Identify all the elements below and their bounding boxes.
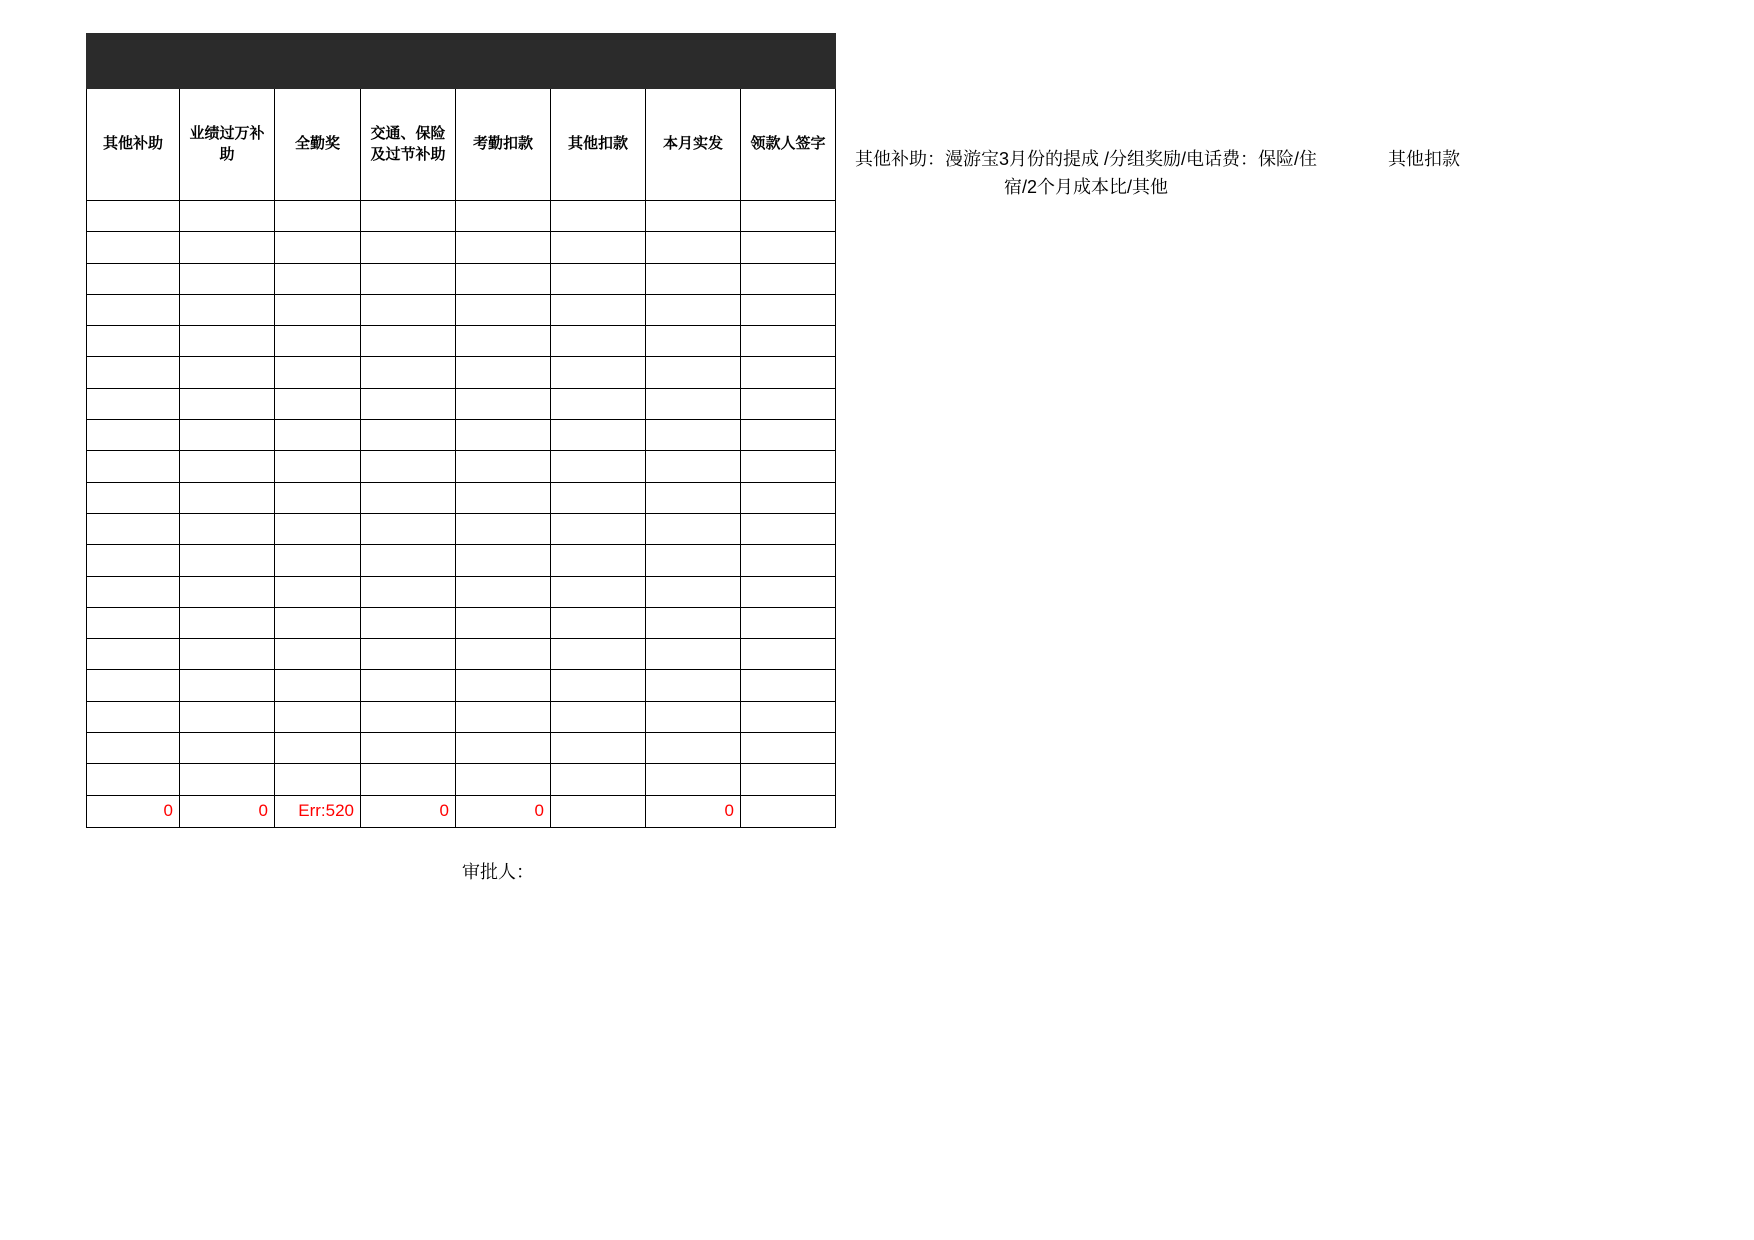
cell-performance_bonus[interactable] (180, 263, 275, 294)
cell-attendance_deduction[interactable] (456, 294, 551, 325)
table-row (87, 545, 836, 576)
cell-attendance_deduction[interactable] (456, 701, 551, 732)
cell-other_deduction[interactable] (551, 701, 646, 732)
cell-other_allowance[interactable] (87, 357, 180, 388)
cell-transport_insurance_holiday[interactable] (361, 545, 456, 576)
cell-performance_bonus[interactable] (180, 733, 275, 764)
cell-full_attendance[interactable] (275, 357, 361, 388)
cell-receiver_signature[interactable] (741, 388, 836, 419)
column-header-full_attendance: 全勤奖 (275, 89, 361, 201)
cell-full_attendance[interactable] (275, 232, 361, 263)
cell-transport_insurance_holiday[interactable] (361, 263, 456, 294)
cell-full_attendance[interactable] (275, 420, 361, 451)
cell-other_deduction[interactable] (551, 451, 646, 482)
table-row (87, 294, 836, 325)
cell-attendance_deduction[interactable] (456, 607, 551, 638)
cell-receiver_signature[interactable] (741, 294, 836, 325)
cell-transport_insurance_holiday[interactable] (361, 513, 456, 544)
cell-other_allowance[interactable] (87, 388, 180, 419)
cell-transport_insurance_holiday[interactable] (361, 701, 456, 732)
cell-actual_pay_this_month[interactable] (646, 639, 741, 670)
table-row (87, 451, 836, 482)
cell-actual_pay_this_month[interactable] (646, 451, 741, 482)
cell-performance_bonus[interactable] (180, 639, 275, 670)
cell-attendance_deduction[interactable] (456, 232, 551, 263)
cell-attendance_deduction[interactable] (456, 545, 551, 576)
cell-attendance_deduction[interactable] (456, 670, 551, 701)
cell-full_attendance[interactable] (275, 545, 361, 576)
cell-attendance_deduction[interactable] (456, 357, 551, 388)
cell-other_deduction[interactable] (551, 357, 646, 388)
cell-full_attendance[interactable] (275, 388, 361, 419)
column-header-attendance_deduction: 考勤扣款 (456, 89, 551, 201)
cell-actual_pay_this_month[interactable] (646, 607, 741, 638)
cell-transport_insurance_holiday[interactable] (361, 232, 456, 263)
cell-receiver_signature[interactable] (741, 357, 836, 388)
cell-other_allowance[interactable] (87, 670, 180, 701)
cell-full_attendance[interactable] (275, 513, 361, 544)
cell-receiver_signature[interactable] (741, 420, 836, 451)
cell-receiver_signature[interactable] (741, 232, 836, 263)
cell-other_allowance[interactable] (87, 545, 180, 576)
cell-actual_pay_this_month[interactable] (646, 670, 741, 701)
approver-label: 审批人： (462, 862, 534, 882)
cell-receiver_signature[interactable] (741, 733, 836, 764)
cell-receiver_signature[interactable] (741, 607, 836, 638)
cell-transport_insurance_holiday[interactable] (361, 294, 456, 325)
cell-actual_pay_this_month[interactable] (646, 576, 741, 607)
cell-transport_insurance_holiday[interactable] (361, 388, 456, 419)
payroll-table (86, 33, 836, 828)
cell-performance_bonus[interactable] (180, 513, 275, 544)
note-other-allowance: 其他补助：漫游宝3月份的提成 /分组奖励/电话费：保险/住宿/2个月成本比/其他 (854, 149, 1317, 197)
cell-actual_pay_this_month[interactable] (646, 545, 741, 576)
cell-performance_bonus[interactable] (180, 201, 275, 232)
cell-other_deduction[interactable] (551, 513, 646, 544)
table-row (87, 513, 836, 544)
cell-actual_pay_this_month[interactable] (646, 357, 741, 388)
cell-performance_bonus[interactable] (180, 232, 275, 263)
note-other-deduction: 其他扣款 (1388, 149, 1460, 169)
cell-full_attendance[interactable] (275, 764, 361, 795)
cell-other_deduction[interactable] (551, 263, 646, 294)
cell-other_allowance[interactable] (87, 513, 180, 544)
cell-other_deduction[interactable] (551, 232, 646, 263)
cell-transport_insurance_holiday[interactable] (361, 451, 456, 482)
header-row (87, 89, 836, 201)
cell-receiver_signature[interactable] (741, 764, 836, 795)
cell-actual_pay_this_month[interactable] (646, 232, 741, 263)
cell-other_allowance[interactable] (87, 576, 180, 607)
table-row (87, 232, 836, 263)
cell-full_attendance[interactable] (275, 670, 361, 701)
table-row (87, 326, 836, 357)
cell-performance_bonus[interactable] (180, 388, 275, 419)
cell-full_attendance[interactable] (275, 326, 361, 357)
cell-performance_bonus[interactable] (180, 357, 275, 388)
cell-other_allowance[interactable] (87, 294, 180, 325)
cell-transport_insurance_holiday[interactable] (361, 326, 456, 357)
cell-full_attendance[interactable] (275, 201, 361, 232)
total-full_attendance: Err:520 (275, 795, 361, 827)
cell-transport_insurance_holiday[interactable] (361, 733, 456, 764)
cell-other_deduction[interactable] (551, 482, 646, 513)
cell-receiver_signature[interactable] (741, 201, 836, 232)
cell-other_allowance[interactable] (87, 482, 180, 513)
cell-actual_pay_this_month[interactable] (646, 513, 741, 544)
cell-performance_bonus[interactable] (180, 326, 275, 357)
cell-full_attendance[interactable] (275, 482, 361, 513)
cell-performance_bonus[interactable] (180, 420, 275, 451)
cell-full_attendance[interactable] (275, 576, 361, 607)
cell-other_allowance[interactable] (87, 451, 180, 482)
cell-full_attendance[interactable] (275, 733, 361, 764)
cell-attendance_deduction[interactable] (456, 764, 551, 795)
cell-receiver_signature[interactable] (741, 670, 836, 701)
cell-transport_insurance_holiday[interactable] (361, 764, 456, 795)
total-performance_bonus: 0 (180, 795, 275, 827)
cell-receiver_signature[interactable] (741, 451, 836, 482)
cell-actual_pay_this_month[interactable] (646, 420, 741, 451)
cell-receiver_signature[interactable] (741, 639, 836, 670)
cell-other_allowance[interactable] (87, 639, 180, 670)
cell-other_deduction[interactable] (551, 670, 646, 701)
column-header-transport_insurance_holiday: 交通、保险及过节补助 (361, 89, 456, 201)
cell-other_deduction[interactable] (551, 388, 646, 419)
cell-attendance_deduction[interactable] (456, 388, 551, 419)
cell-transport_insurance_holiday[interactable] (361, 607, 456, 638)
cell-receiver_signature[interactable] (741, 263, 836, 294)
cell-performance_bonus[interactable] (180, 294, 275, 325)
cell-receiver_signature[interactable] (741, 326, 836, 357)
column-header-other_allowance: 其他补助 (87, 89, 180, 201)
table-row (87, 482, 836, 513)
cell-attendance_deduction[interactable] (456, 482, 551, 513)
total-other_allowance: 0 (87, 795, 180, 827)
cell-other_deduction[interactable] (551, 545, 646, 576)
cell-transport_insurance_holiday[interactable] (361, 201, 456, 232)
cell-receiver_signature[interactable] (741, 576, 836, 607)
cell-other_allowance[interactable] (87, 201, 180, 232)
cell-other_deduction[interactable] (551, 294, 646, 325)
total-receiver_signature (741, 795, 836, 827)
cell-other_deduction[interactable] (551, 733, 646, 764)
cell-attendance_deduction[interactable] (456, 733, 551, 764)
cell-actual_pay_this_month[interactable] (646, 764, 741, 795)
cell-other_allowance[interactable] (87, 764, 180, 795)
cell-actual_pay_this_month[interactable] (646, 294, 741, 325)
cell-performance_bonus[interactable] (180, 764, 275, 795)
cell-attendance_deduction[interactable] (456, 201, 551, 232)
cell-receiver_signature[interactable] (741, 482, 836, 513)
totals-row (87, 795, 836, 827)
cell-performance_bonus[interactable] (180, 451, 275, 482)
cell-full_attendance[interactable] (275, 607, 361, 638)
cell-transport_insurance_holiday[interactable] (361, 670, 456, 701)
title-banner-cell (87, 34, 836, 89)
column-header-receiver_signature: 领款人签字 (741, 89, 836, 201)
total-actual_pay_this_month: 0 (646, 795, 741, 827)
cell-actual_pay_this_month[interactable] (646, 482, 741, 513)
cell-actual_pay_this_month[interactable] (646, 388, 741, 419)
cell-other_allowance[interactable] (87, 232, 180, 263)
cell-attendance_deduction[interactable] (456, 513, 551, 544)
cell-full_attendance[interactable] (275, 451, 361, 482)
cell-attendance_deduction[interactable] (456, 576, 551, 607)
cell-other_deduction[interactable] (551, 764, 646, 795)
table-row (87, 420, 836, 451)
cell-performance_bonus[interactable] (180, 607, 275, 638)
column-header-performance_bonus: 业绩过万补助 (180, 89, 275, 201)
cell-other_allowance[interactable] (87, 701, 180, 732)
cell-performance_bonus[interactable] (180, 670, 275, 701)
table-row (87, 764, 836, 795)
cell-other_allowance[interactable] (87, 263, 180, 294)
cell-other_deduction[interactable] (551, 201, 646, 232)
cell-other_deduction[interactable] (551, 326, 646, 357)
cell-attendance_deduction[interactable] (456, 326, 551, 357)
cell-actual_pay_this_month[interactable] (646, 201, 741, 232)
cell-full_attendance[interactable] (275, 701, 361, 732)
cell-other_deduction[interactable] (551, 420, 646, 451)
column-header-other_deduction: 其他扣款 (551, 89, 646, 201)
table-row (87, 263, 836, 294)
cell-other_deduction[interactable] (551, 576, 646, 607)
cell-actual_pay_this_month[interactable] (646, 733, 741, 764)
cell-attendance_deduction[interactable] (456, 451, 551, 482)
cell-performance_bonus[interactable] (180, 576, 275, 607)
table-row (87, 701, 836, 732)
cell-transport_insurance_holiday[interactable] (361, 482, 456, 513)
cell-full_attendance[interactable] (275, 294, 361, 325)
cell-receiver_signature[interactable] (741, 701, 836, 732)
table-row (87, 388, 836, 419)
cell-receiver_signature[interactable] (741, 545, 836, 576)
cell-actual_pay_this_month[interactable] (646, 326, 741, 357)
cell-other_allowance[interactable] (87, 420, 180, 451)
table-row (87, 639, 836, 670)
total-other_deduction (551, 795, 646, 827)
cell-receiver_signature[interactable] (741, 513, 836, 544)
title-banner-row (87, 34, 836, 89)
cell-transport_insurance_holiday[interactable] (361, 420, 456, 451)
cell-other_allowance[interactable] (87, 607, 180, 638)
cell-full_attendance[interactable] (275, 263, 361, 294)
total-transport_insurance_holiday: 0 (361, 795, 456, 827)
total-attendance_deduction: 0 (456, 795, 551, 827)
cell-actual_pay_this_month[interactable] (646, 701, 741, 732)
table-row (87, 576, 836, 607)
cell-transport_insurance_holiday[interactable] (361, 576, 456, 607)
cell-actual_pay_this_month[interactable] (646, 263, 741, 294)
cell-transport_insurance_holiday[interactable] (361, 639, 456, 670)
cell-other_deduction[interactable] (551, 639, 646, 670)
cell-other_allowance[interactable] (87, 326, 180, 357)
cell-performance_bonus[interactable] (180, 545, 275, 576)
cell-full_attendance[interactable] (275, 639, 361, 670)
cell-other_deduction[interactable] (551, 607, 646, 638)
cell-performance_bonus[interactable] (180, 482, 275, 513)
table-row (87, 670, 836, 701)
cell-performance_bonus[interactable] (180, 701, 275, 732)
table-row (87, 201, 836, 232)
cell-transport_insurance_holiday[interactable] (361, 357, 456, 388)
cell-other_allowance[interactable] (87, 733, 180, 764)
cell-attendance_deduction[interactable] (456, 263, 551, 294)
column-header-actual_pay_this_month: 本月实发 (646, 89, 741, 201)
table-row (87, 607, 836, 638)
payroll-sheet (86, 33, 836, 828)
table-row (87, 357, 836, 388)
cell-attendance_deduction[interactable] (456, 639, 551, 670)
cell-attendance_deduction[interactable] (456, 420, 551, 451)
table-row (87, 733, 836, 764)
